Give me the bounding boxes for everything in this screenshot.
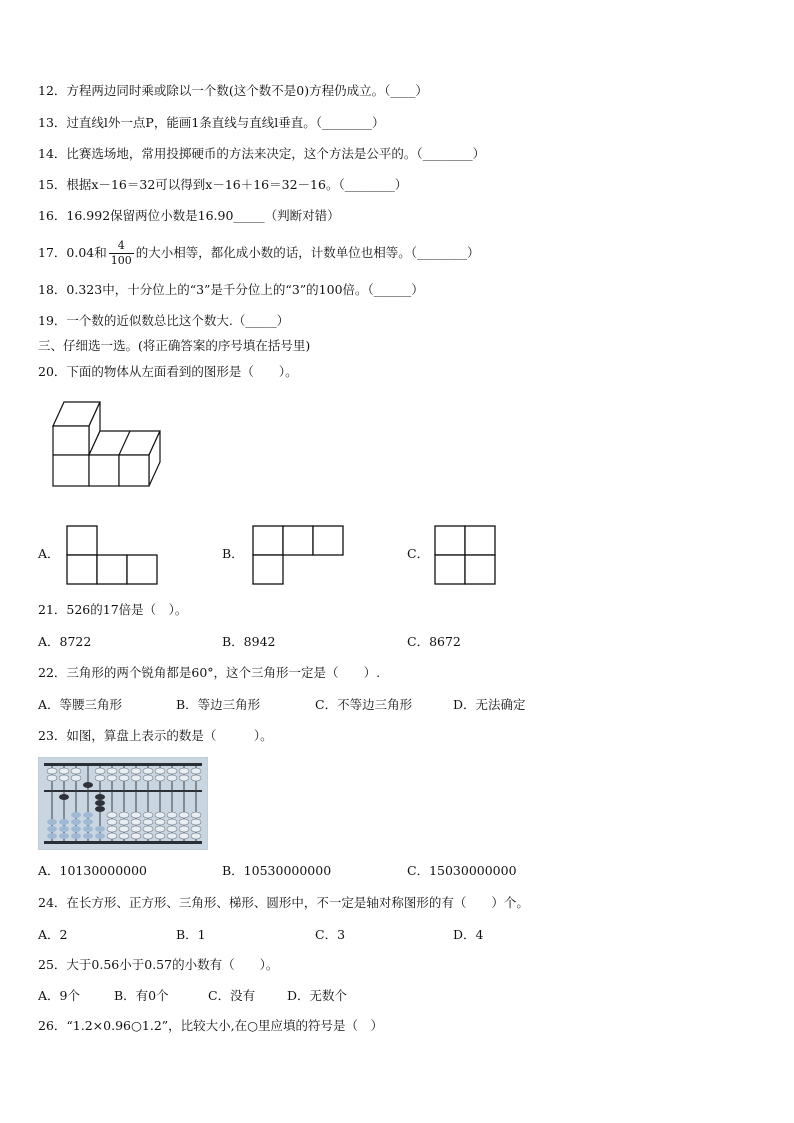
q25-option-c: C．没有 xyxy=(208,988,256,1003)
question-21: 21．526的17倍是（ ）。 xyxy=(38,602,188,617)
question-15: 15．根据x－16＝32可以得到x－16＋16＝32－16。（________） xyxy=(38,177,408,192)
q21-option-b: B．8942 xyxy=(222,634,276,649)
q24-option-d: D．4 xyxy=(453,927,484,942)
q22-option-d: D．无法确定 xyxy=(453,697,526,712)
q24-option-b: B．1 xyxy=(176,927,206,942)
question-18: 18．0.323中，十分位上的“3”是千分位上的“3”的100倍。（______） xyxy=(38,282,424,297)
q20-option-c-label: C． xyxy=(407,546,430,561)
question-23: 23．如图，算盘上表示的数是（ ）。 xyxy=(38,728,273,743)
q20-option-b-label: B． xyxy=(222,546,244,561)
cube-left-lower xyxy=(53,455,89,486)
section-3-heading: 三、仔细选一选。(将正确答案的序号填在括号里) xyxy=(38,338,311,353)
q20-option-a-label: A． xyxy=(38,546,60,561)
question-12: 12．方程两边同时乘或除以一个数(这个数不是0)方程仍成立。（____） xyxy=(38,83,428,98)
question-26: 26．“1.2×0.96○1.2”，比较大小,在○里应填的符号是（ ） xyxy=(38,1018,384,1033)
question-17 xyxy=(38,236,480,270)
q23-option-c: C．15030000000 xyxy=(407,863,517,878)
q25-option-b: B．有0个 xyxy=(114,988,169,1003)
fraction xyxy=(109,239,134,268)
question-17-suffix: 的大小相等，都化成小数的话，计数单位也相等。（________） xyxy=(135,245,480,260)
question-25: 25．大于0.56小于0.57的小数有（ ）。 xyxy=(38,957,279,972)
q22-option-b: B．等边三角形 xyxy=(176,697,261,712)
question-24: 24．在长方形、正方形、三角形、梯形、圆形中，不一定是轴对称图形的有（ ）个。 xyxy=(38,895,529,910)
fraction-denominator: 100 xyxy=(110,254,132,267)
question-20: 20．下面的物体从左面看到的图形是（ ）。 xyxy=(38,364,298,379)
q23-option-b: B．10530000000 xyxy=(222,863,332,878)
q20-option-b-figure xyxy=(252,525,344,585)
question-16: 16．16.992保留两位小数是16.90_____（判断对错） xyxy=(38,208,340,223)
abacus-image xyxy=(38,757,208,850)
q20-option-c-figure xyxy=(434,525,496,585)
question-17-prefix: 17．0.04和 xyxy=(38,245,107,260)
q24-option-a: A．2 xyxy=(38,927,68,942)
q21-option-c: C．8672 xyxy=(407,634,461,649)
fraction-numerator: 4 xyxy=(109,239,134,254)
cube-right-row xyxy=(89,431,160,486)
q23-option-a: A．10130000000 xyxy=(38,863,148,878)
q22-option-c: C．不等边三角形 xyxy=(315,697,413,712)
q20-option-a-figure xyxy=(66,525,158,585)
question-19: 19．一个数的近似数总比这个数大.（_____） xyxy=(38,313,290,328)
q24-option-c: C．3 xyxy=(315,927,346,942)
question-14: 14．比赛选场地，常用投掷硬币的方法来决定，这个方法是公平的。（________） xyxy=(38,146,486,161)
q25-option-d: D．无数个 xyxy=(287,988,348,1003)
q22-option-a: A．等腰三角形 xyxy=(38,697,123,712)
cube-stack-figure xyxy=(50,398,165,490)
question-13: 13．过直线l外一点P，能画1条直线与直线l垂直。（________） xyxy=(38,115,385,130)
q25-option-a: A．9个 xyxy=(38,988,80,1003)
q21-option-a: A．8722 xyxy=(38,634,92,649)
question-22: 22．三角形的两个锐角都是60°，这个三角形一定是（ ）. xyxy=(38,665,381,680)
